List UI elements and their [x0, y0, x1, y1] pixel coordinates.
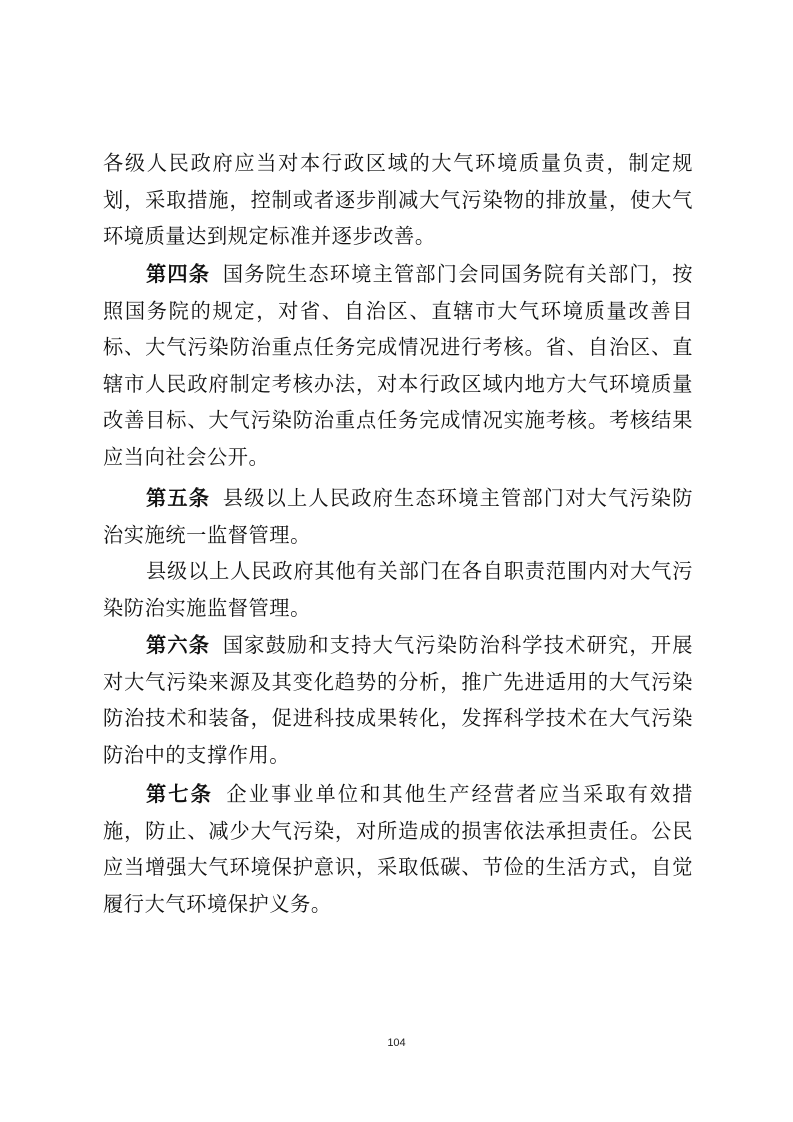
- paragraph-text: 各级人民政府应当对本行政区域的大气环境质量负责，制定规划，采取措施，控制或者逐步削减大气污染物的排放量，使大气环境质量达到规定标准并逐步改善。: [103, 151, 693, 248]
- article-heading: 第五条: [146, 486, 211, 510]
- paragraph-continuation: [103, 145, 693, 255]
- article-heading: 第四条: [146, 262, 211, 286]
- paragraph-text: 县级以上人民政府生态环境主管部门对大气污染防治实施统一监督管理。: [103, 486, 693, 547]
- page-number: 104: [387, 1037, 406, 1049]
- article-heading: 第七条: [146, 782, 213, 806]
- article-4-paragraph: [103, 256, 693, 475]
- article-heading: 第六条: [146, 633, 211, 657]
- paragraph-text: 国家鼓励和支持大气污染防治科学技术研究，开展对大气污染来源及其变化趋势的分析，推广先进适用的大气污染防治技术和装备，促进科技成果转化，发挥科学技术在大气污染防治中的支撑作用。: [103, 633, 693, 767]
- article-7-paragraph: [103, 776, 693, 922]
- paragraph-text: 国务院生态环境主管部门会同国务院有关部门，按照国务院的规定，对省、自治区、直辖市大气环境质量改善目标、大气污染防治重点任务完成情况进行考核。省、自治区、直辖市人民政府制定考核办法，对本行政区域内地方大气环境质量改善目标、大气污染防治重点任务完成情况实施考核。考核结果应当向社会公开。: [103, 262, 693, 469]
- paragraph-text: 企业事业单位和其他生产经营者应当采取有效措施，防止、减少大气污染，对所造成的损害依法承担责任。公民应当增强大气环境保护意识，采取低碳、节俭的生活方式，自觉履行大气环境保护义务。: [103, 782, 693, 916]
- article-6-paragraph: [103, 627, 693, 773]
- paragraph-text: 县级以上人民政府其他有关部门在各自职责范围内对大气污染防治实施监督管理。: [103, 559, 693, 620]
- paragraph-supervision: [103, 553, 693, 626]
- article-5-paragraph: [103, 480, 693, 553]
